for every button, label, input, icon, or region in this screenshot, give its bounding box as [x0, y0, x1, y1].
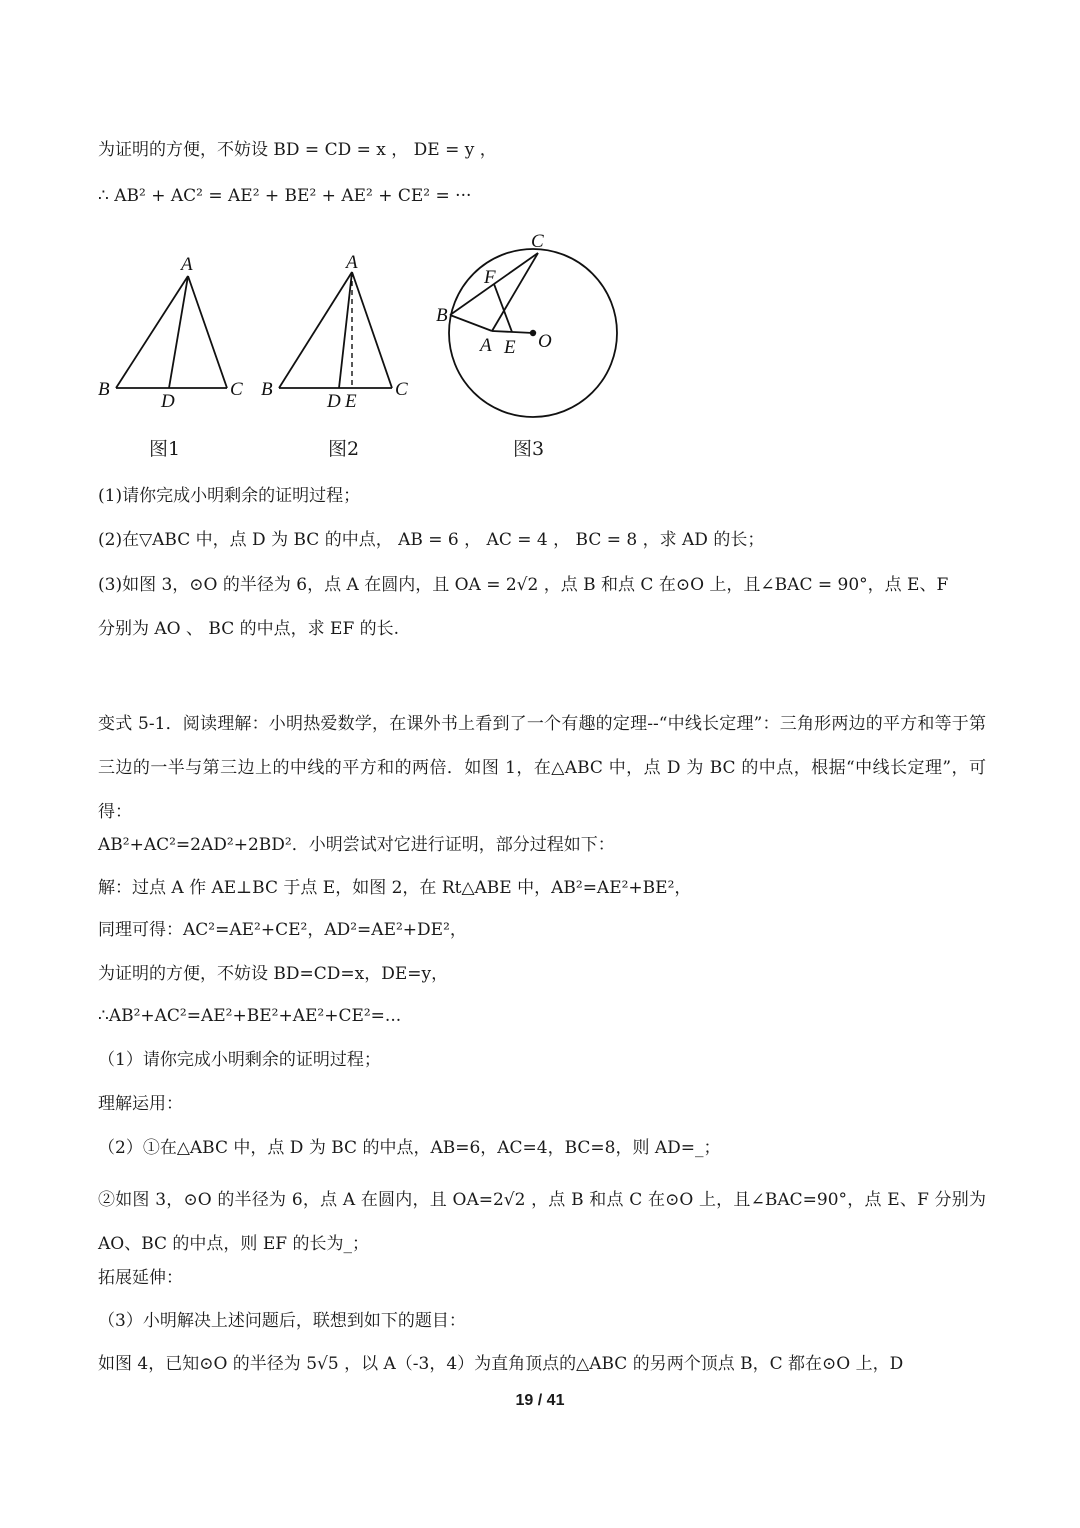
figure-2-caption: 图2 — [328, 438, 360, 460]
fig3-label-a: A — [480, 335, 492, 356]
fig1-median-ad — [169, 276, 188, 388]
figure-1-triangle — [92, 250, 252, 410]
fig2-label-a: A — [346, 252, 358, 273]
fig1-side-ab — [116, 276, 188, 388]
figure-3-caption: 图3 — [513, 438, 545, 460]
variant-formula-line: AB²+AC²=2AD²+2BD²．小明尝试对它进行证明，部分过程如下： — [98, 835, 615, 855]
fig3-label-c: C — [531, 231, 544, 252]
variant-solution-line: 解：过点 A 作 AE⊥BC 于点 E，如图 2，在 Rt△ABE 中，AB²=AE²+BE²， — [98, 878, 692, 898]
fig3-label-e: E — [504, 337, 516, 358]
fig3-center-dot — [530, 330, 536, 336]
fig1-label-a: A — [181, 254, 193, 275]
fig3-label-o: O — [538, 331, 552, 352]
variant-intro-paragraph: 变式 5-1．阅读理解：小明热爱数学，在课外书上看到了一个有趣的定理--“中线长定理”：三角形两边的平方和等于第三边的一半与第三边上的中线的平方和的两倍．如图 1，在△ABC 中，点 D 为 BC 的中点，根据“中线长定理”，可得： — [98, 714, 986, 822]
variant-similarly-line: 同理可得：AC²=AE²+CE²，AD²=AE²+DE²， — [98, 920, 467, 940]
fig1-label-b: B — [98, 379, 110, 400]
fig2-label-d: D — [327, 391, 341, 410]
fig1-side-ac — [188, 276, 227, 388]
variant-item-3: （3）小明解决上述问题后，联想到如下的题目： — [98, 1311, 466, 1331]
fig1-label-d: D — [161, 391, 175, 410]
fig2-label-b: B — [261, 379, 273, 400]
page-number: 19 / 41 — [515, 1392, 565, 1409]
question-3-line-2: 分别为 AO 、 BC 的中点，求 EF 的长. — [98, 619, 400, 639]
extend-heading: 拓展延伸： — [98, 1268, 183, 1288]
fig2-label-e: E — [345, 391, 357, 410]
variant-item-2b: ②如图 3，⊙O 的半径为 6，点 A 在圆内，且 OA=2√2 ，点 B 和点 C 在⊙O 上，且∠BAC=90°，点 E、F 分别为 AO、BC 的中点，则 EF 的长为_； — [98, 1190, 986, 1254]
fig1-label-c: C — [230, 379, 243, 400]
question-1: (1)请你完成小明剩余的证明过程； — [98, 486, 361, 506]
question-3-line-1: (3)如图 3，⊙O 的半径为 6，点 A 在圆内，且 OA = 2√2 ，点 B 和点 C 在⊙O 上，且∠BAC = 90°，点 E、F — [98, 575, 949, 595]
figure-2-triangle — [255, 250, 425, 410]
intro-line-2: ∴ AB² + AC² = AE² + BE² + AE² + CE² = ··· — [98, 186, 472, 206]
fig3-segment-ac — [492, 253, 538, 331]
fig3-label-b: B — [436, 305, 448, 326]
variant-item-1: （1）请你完成小明剩余的证明过程； — [98, 1050, 381, 1070]
variant-item-2a: （2）①在△ABC 中，点 D 为 BC 的中点，AB=6，AC=4，BC=8，则 AD=_； — [98, 1138, 721, 1158]
variant-therefore-line: ∴AB²+AC²=AE²+BE²+AE²+CE²=... — [98, 1006, 402, 1026]
fig3-segment-ba — [450, 315, 492, 331]
variant-item-3-text: 如图 4，已知⊙O 的半径为 5√5 ，以 A（-3，4）为直角顶点的△ABC 的另两个顶点 B，C 都在⊙O 上，D — [98, 1354, 904, 1374]
fig3-label-f: F — [484, 267, 496, 288]
figure-1-caption: 图1 — [149, 438, 181, 460]
question-2: (2)在▽ABC 中，点 D 为 BC 的中点， AB = 6 ， AC = 4 ， BC = 8 ，求 AD 的长； — [98, 530, 765, 550]
variant-assume-line: 为证明的方便，不妨设 BD=CD=x，DE=y， — [98, 964, 449, 984]
understand-heading: 理解运用： — [98, 1094, 183, 1114]
fig2-side-ac — [352, 272, 392, 388]
figure-3-circle — [430, 225, 630, 425]
intro-line-1: 为证明的方便，不妨设 BD = CD = x ， DE = y ， — [98, 140, 497, 160]
fig2-label-c: C — [395, 379, 408, 400]
